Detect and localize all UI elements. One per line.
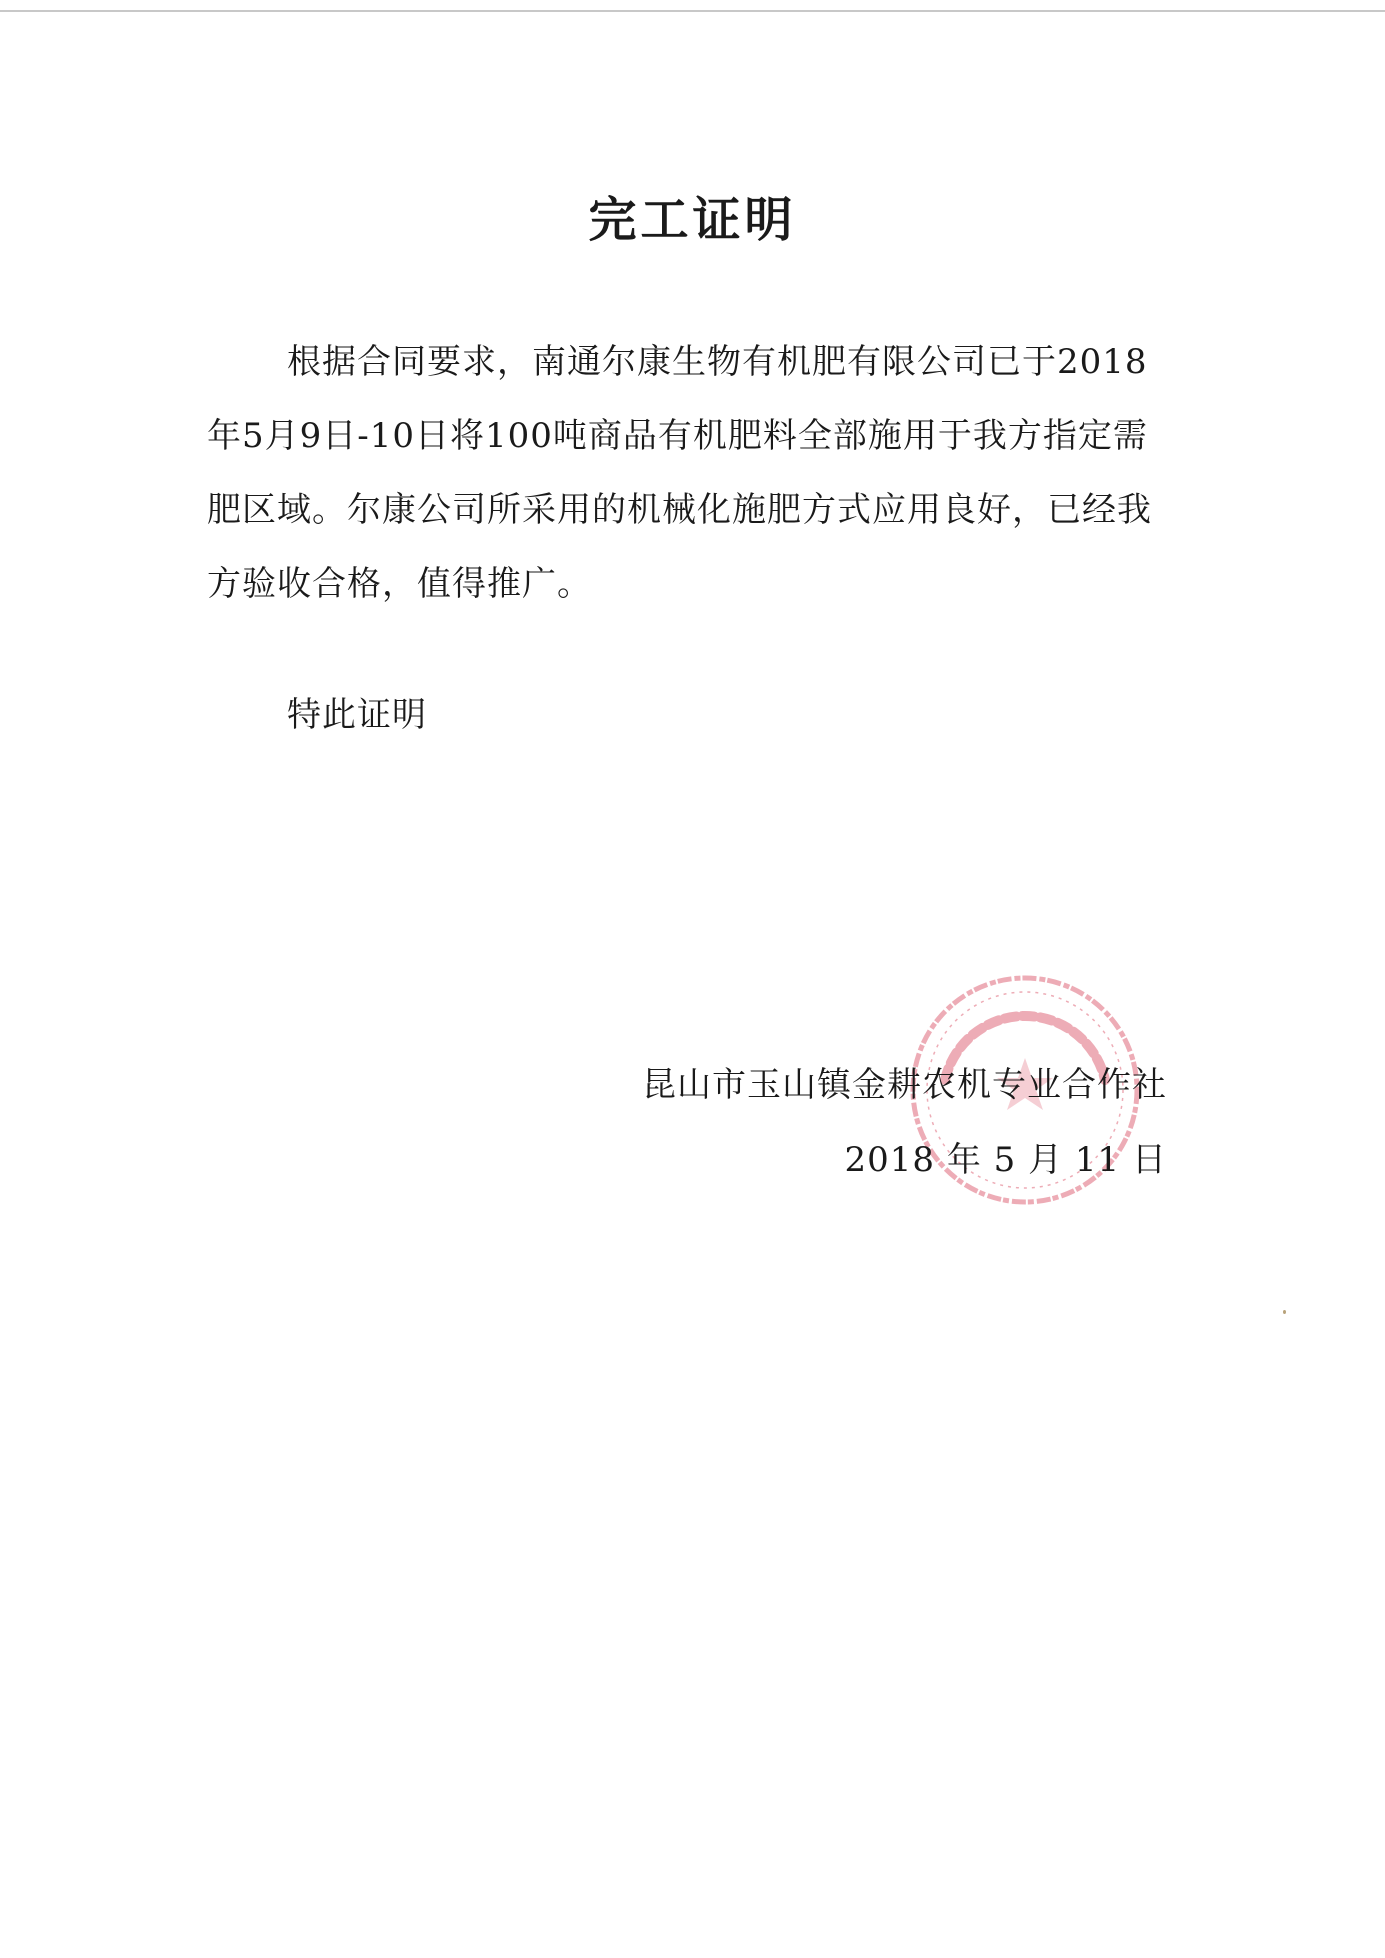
closing-statement: 特此证明 <box>287 695 427 735</box>
issue-date: 2018 年 5 月 11 日 <box>844 1140 1167 1180</box>
issuing-organization: 昆山市玉山镇金耕农机专业合作社 <box>642 1065 1167 1105</box>
document-title: 完工证明 <box>588 192 797 248</box>
scan-top-edge <box>0 0 1385 12</box>
scan-speck <box>1283 1310 1286 1314</box>
document-body: 根据合同要求，南通尔康生物有机肥有限公司已于2018年5月9日-10日将100吨商品有机肥料全部施用于我方指定需肥区域。尔康公司所采用的机械化施肥方式应用良好，已经我方验收合格，值得推广。 <box>207 342 1152 604</box>
